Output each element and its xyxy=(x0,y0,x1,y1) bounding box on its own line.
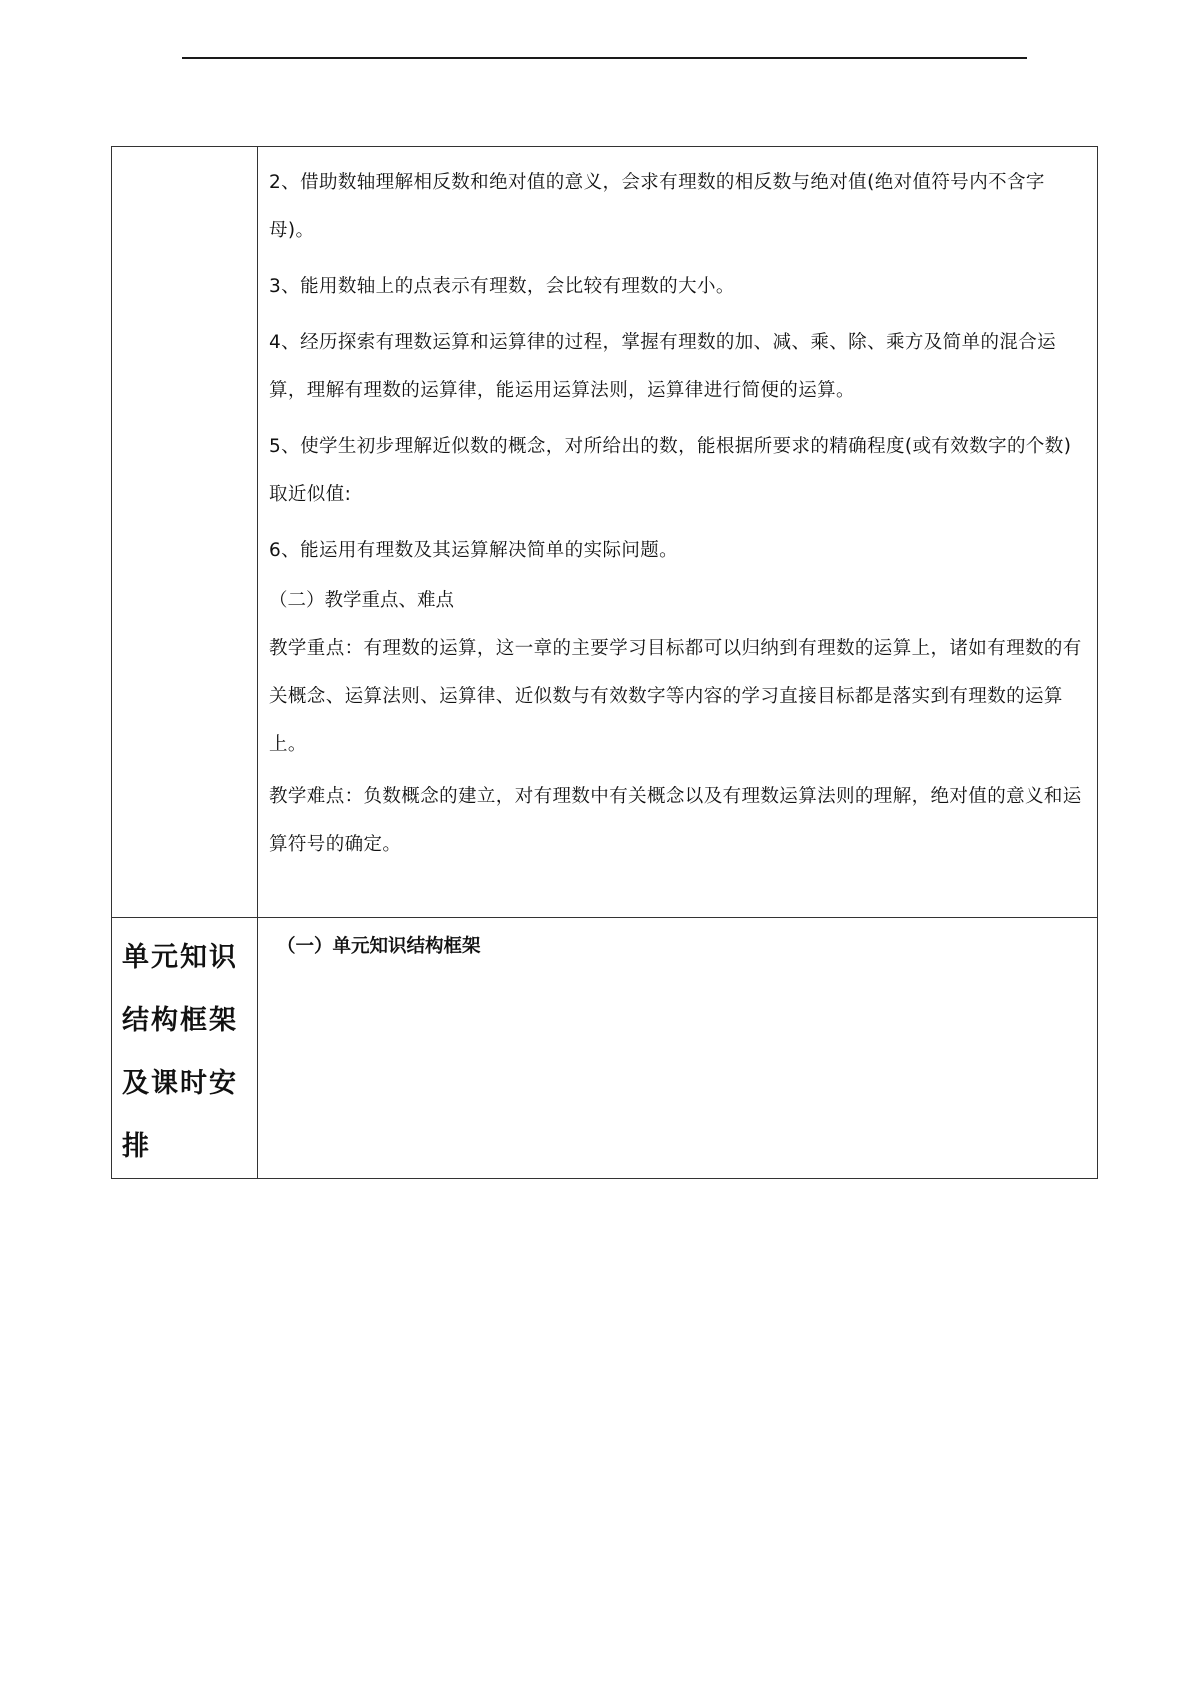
objectives-label-cell xyxy=(112,147,258,918)
objective-item: 4、经历探索有理数运算和运算律的过程，掌握有理数的加、减、乘、除、乘方及简单的混合运算，理解有理数的运算律，能运用运算法则，运算律进行简便的运算。 xyxy=(269,332,1057,401)
objectives-row xyxy=(112,147,1098,918)
difficulty-paragraph: 教学难点：负数概念的建立，对有理数中有关概念以及有理数运算法则的理解，绝对值的意义和运算符号的确定。 xyxy=(269,786,1082,855)
objectives-list xyxy=(258,147,1097,869)
focus-heading: （二）教学重点、难点 xyxy=(269,590,455,611)
objective-item: 6、能运用有理数及其运算解决简单的实际问题。 xyxy=(269,540,679,561)
key-point-paragraph: 教学重点：有理数的运算，这一章的主要学习目标都可以归纳到有理数的运算上，诸如有理数的有关概念、运算法则、运算律、近似数与有效数字等内容的学习直接目标都是落实到有理数的运算上。 xyxy=(269,638,1082,755)
objectives-content-cell xyxy=(258,147,1098,918)
structure-side-title: 单元知识结构框架及课时安排 xyxy=(122,942,238,1162)
objective-item: 5、使学生初步理解近似数的概念，对所给出的数，能根据所要求的精确程度(或有效数字的个数)取近似值: xyxy=(269,436,1072,505)
structure-content-cell xyxy=(258,918,1098,1179)
header-rule xyxy=(182,57,1027,59)
objective-item: 3、能用数轴上的点表示有理数，会比较有理数的大小。 xyxy=(269,276,735,297)
structure-row xyxy=(112,918,1098,1179)
lesson-plan-table xyxy=(111,146,1098,1179)
objective-item: 2、借助数轴理解相反数和绝对值的意义，会求有理数的相反数与绝对值(绝对值符号内不含字母)。 xyxy=(269,172,1045,241)
framework-heading: （一）单元知识结构框架 xyxy=(277,936,481,957)
focus-section xyxy=(269,583,1087,869)
structure-label-cell xyxy=(112,918,258,1179)
